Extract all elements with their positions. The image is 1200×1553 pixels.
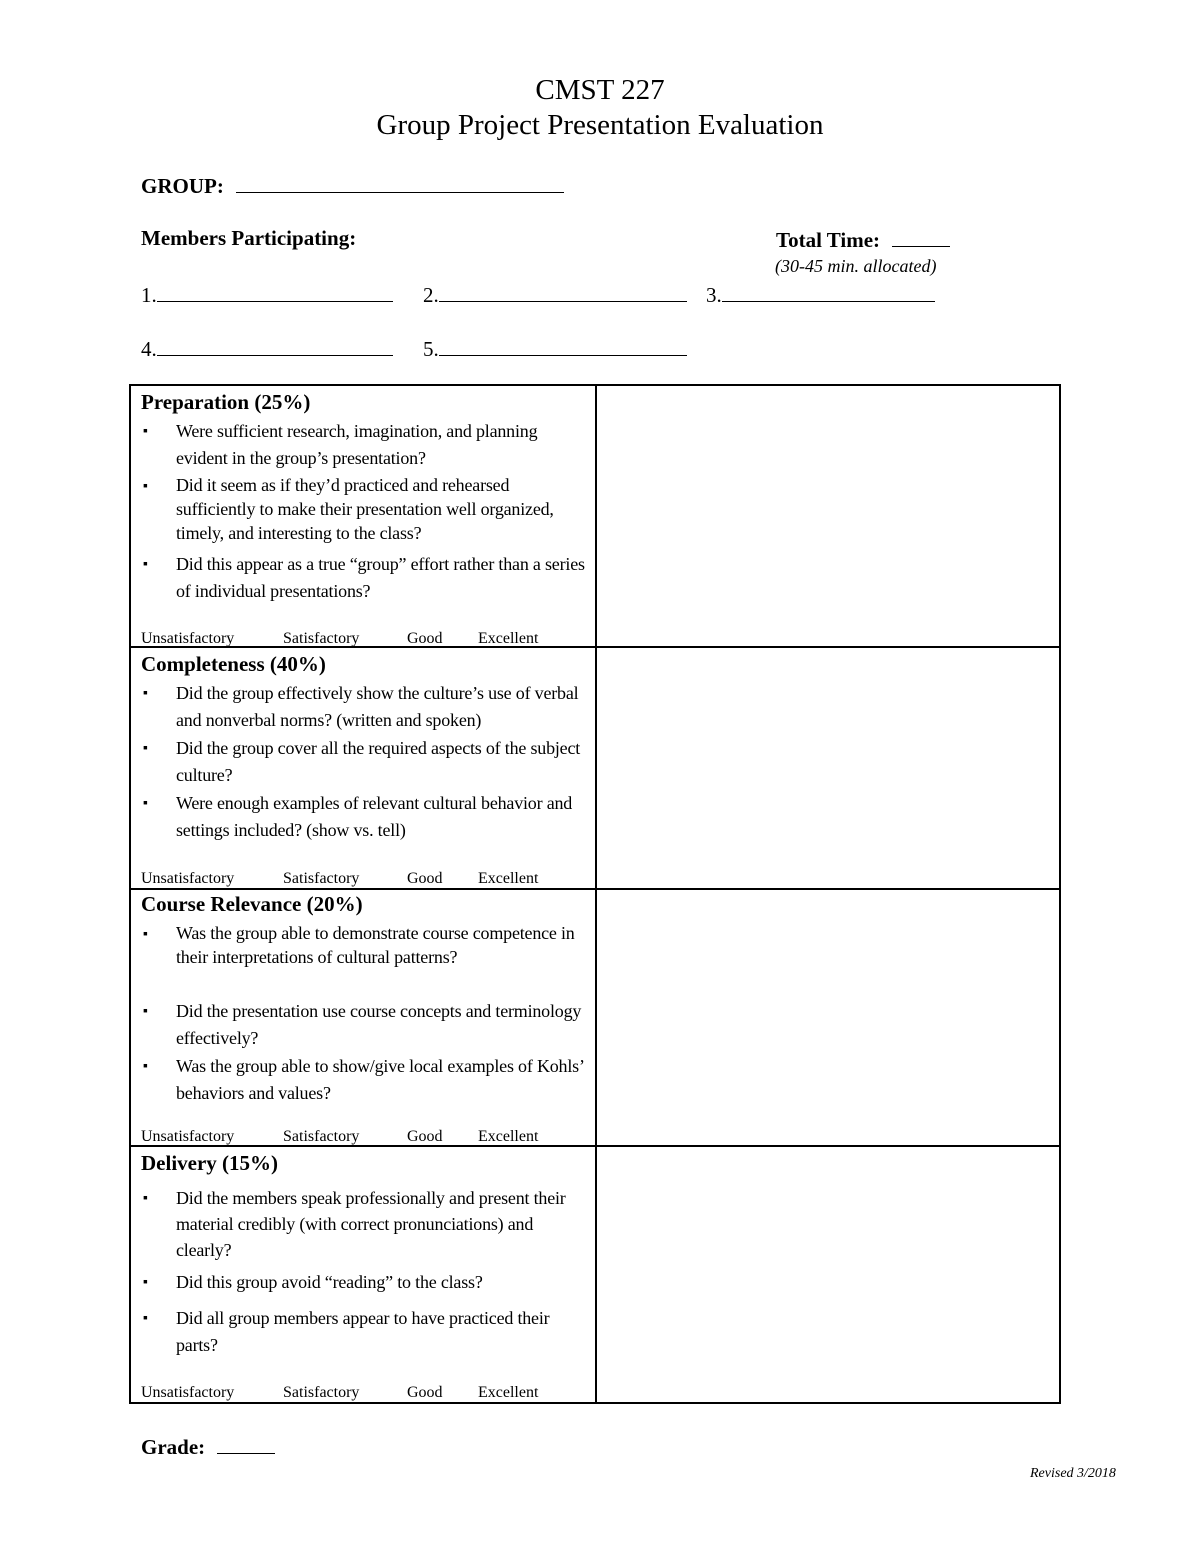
scale-unsatisfactory[interactable]: Unsatisfactory: [141, 870, 235, 887]
comments-cell-relevance[interactable]: [598, 890, 1059, 1145]
question-text: Were sufficient research, imagination, and planning evident in the group’s presentation?: [176, 421, 538, 468]
question-text: Did this group avoid “reading” to the class?: [176, 1272, 483, 1292]
member-3: [706, 281, 935, 308]
scale-excellent[interactable]: Excellent: [478, 630, 539, 647]
scale-satisfactory[interactable]: Satisfactory: [283, 1384, 360, 1401]
bullet-icon: ▪: [143, 686, 148, 701]
scale-unsatisfactory[interactable]: Unsatisfactory: [141, 630, 235, 647]
question-text: Did it seem as if they’d practiced and rehearsed sufficiently to make their presentation well organized, timely, and interesting to the class?: [176, 475, 554, 543]
member-field[interactable]: [157, 281, 393, 302]
bullet-icon: ▪: [143, 1311, 148, 1326]
section-title-delivery: Delivery (15%): [141, 1151, 279, 1175]
bullet-icon: ▪: [143, 557, 148, 572]
member-2: [423, 281, 687, 308]
scale-unsatisfactory[interactable]: Unsatisfactory: [141, 1384, 235, 1401]
bullet-icon: ▪: [143, 1191, 148, 1206]
scale-excellent[interactable]: Excellent: [478, 1128, 539, 1145]
member-number: 3.: [706, 283, 722, 307]
section-title-preparation: Preparation (25%): [141, 390, 311, 414]
member-field[interactable]: [439, 335, 687, 356]
grade-field[interactable]: [217, 1433, 275, 1454]
section-title-course-relevance: Course Relevance (20%): [141, 892, 363, 916]
member-number: 1.: [141, 283, 157, 307]
question-text: Was the group able to demonstrate course competence in their interpretations of cultural patterns?: [176, 923, 575, 967]
scale-satisfactory[interactable]: Satisfactory: [283, 870, 360, 887]
bullet-icon: ▪: [143, 424, 148, 439]
scale-good[interactable]: Good: [407, 1384, 443, 1401]
group-field[interactable]: [236, 172, 564, 193]
bullet-icon: ▪: [143, 927, 148, 942]
member-field[interactable]: [439, 281, 687, 302]
comments-cell-preparation[interactable]: [598, 386, 1059, 646]
member-field[interactable]: [722, 281, 935, 302]
member-4: [141, 335, 393, 362]
question-text: Did the group effectively show the culture’s use of verbal and nonverbal norms? (written and spoken): [176, 683, 579, 730]
scale-good[interactable]: Good: [407, 630, 443, 647]
group-row: [141, 172, 564, 199]
comments-cell-completeness[interactable]: [598, 648, 1059, 888]
question-text: Did the group cover all the required aspects of the subject culture?: [176, 738, 581, 785]
member-number: 4.: [141, 337, 157, 361]
group-label: GROUP:: [141, 174, 224, 198]
member-5: [423, 335, 687, 362]
course-title: CMST 227: [535, 74, 665, 106]
scale-unsatisfactory[interactable]: Unsatisfactory: [141, 1128, 235, 1145]
scale-excellent[interactable]: Excellent: [478, 1384, 539, 1401]
question-text: Were enough examples of relevant cultural behavior and settings included? (show vs. tell): [176, 793, 573, 840]
member-number: 5.: [423, 337, 439, 361]
comments-cell-delivery[interactable]: [598, 1147, 1059, 1402]
page-title: Group Project Presentation Evaluation: [376, 109, 824, 141]
member-1: [141, 281, 393, 308]
total-time-label: Total Time:: [776, 228, 881, 252]
bullet-icon: ▪: [143, 741, 148, 756]
time-note: (30-45 min. allocated): [775, 256, 937, 276]
rubric-column-divider: [595, 384, 597, 1404]
revised-note: Revised 3/2018: [1030, 1466, 1116, 1481]
grade-row: [141, 1433, 275, 1460]
member-field[interactable]: [157, 335, 393, 356]
scale-good[interactable]: Good: [407, 870, 443, 887]
total-time-field[interactable]: [892, 226, 950, 247]
bullet-icon: ▪: [143, 1059, 148, 1074]
bullet-icon: ▪: [143, 1275, 148, 1290]
question-text: Did this appear as a true “group” effort rather than a series of individual presentations?: [176, 554, 585, 601]
scale-good[interactable]: Good: [407, 1128, 443, 1145]
grade-label: Grade:: [141, 1435, 206, 1459]
question-text: Did all group members appear to have practiced their parts?: [176, 1308, 550, 1355]
member-number: 2.: [423, 283, 439, 307]
bullet-icon: ▪: [143, 796, 148, 811]
members-label: Members Participating:: [141, 226, 357, 250]
bullet-icon: ▪: [143, 479, 148, 494]
section-title-completeness: Completeness (40%): [141, 652, 326, 676]
scale-excellent[interactable]: Excellent: [478, 870, 539, 887]
scale-satisfactory[interactable]: Satisfactory: [283, 630, 360, 647]
scale-satisfactory[interactable]: Satisfactory: [283, 1128, 360, 1145]
question-text: Was the group able to show/give local examples of Kohls’ behaviors and values?: [176, 1056, 584, 1103]
bullet-icon: ▪: [143, 1004, 148, 1019]
total-time-row: [776, 226, 950, 253]
question-text: Did the members speak professionally and present their material credibly (with correct pronunciations) and clearly?: [176, 1188, 566, 1260]
question-text: Did the presentation use course concepts and terminology effectively?: [176, 1001, 582, 1048]
